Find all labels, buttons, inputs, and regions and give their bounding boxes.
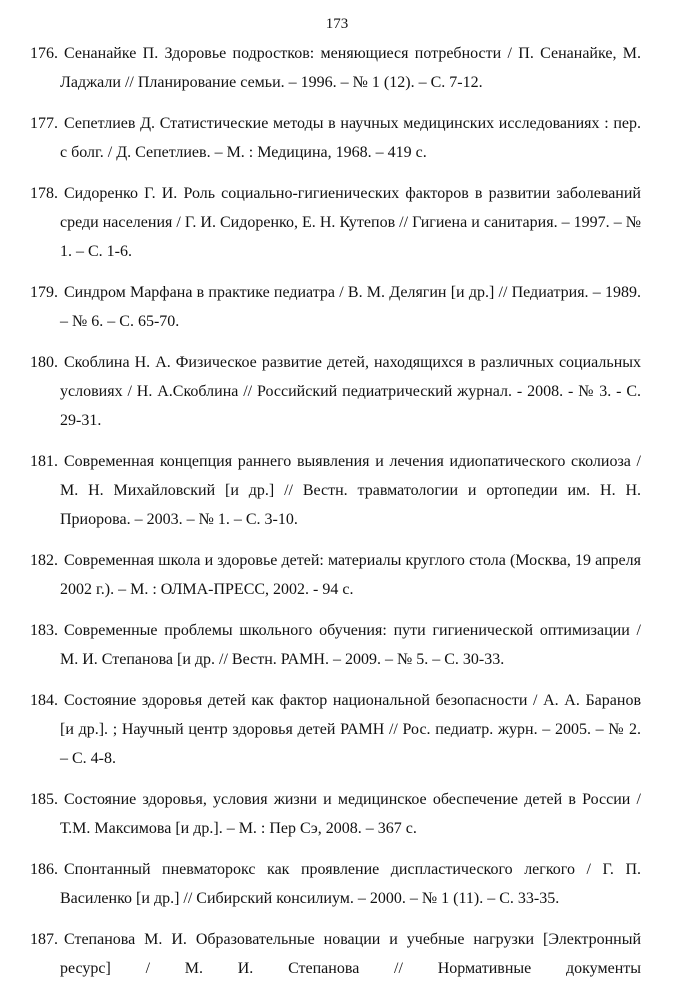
reference-number: 181.: [30, 453, 58, 470]
reference-text: Современная концепция раннего выявления и лечения идиопатического сколиоза / М. Н. Михайловский [и др.] // Вестн. травматологии и ортопедии им. Н. Н. Приорова. – 2003. – № 1. – С. 3-10.: [60, 453, 641, 528]
reference-text: Современная школа и здоровье детей: материалы круглого стола (Москва, 19 апреля 2002 г.). – М. : ОЛМА-ПРЕСС, 2002. - 94 с.: [60, 552, 641, 598]
reference-text: Скоблина Н. А. Физическое развитие детей, находящихся в различных социальных условиях / Н. А.Скоблина // Российский педиатрический журнал. - 2008. - № 3. - С. 29-31.: [60, 354, 641, 429]
reference-number: 179.: [30, 284, 58, 301]
reference-number: 177.: [30, 115, 58, 132]
reference-text: Состояние здоровья, условия жизни и медицинское обеспечение детей в России / Т.М. Максимова [и др.]. – М. : Пер Сэ, 2008. – 367 с.: [60, 791, 641, 837]
reference-item-185: [30, 785, 641, 843]
reference-item-177: [30, 109, 641, 167]
reference-item-183: [30, 616, 641, 674]
reference-item-184: [30, 686, 641, 773]
reference-text: Сепетлиев Д. Статистические методы в научных медицинских исследованиях : пер. с болг. / Д. Сепетлиев. – М. : Медицина, 1968. – 419 с.: [60, 115, 641, 161]
reference-item-186: [30, 855, 641, 913]
reference-number: 176.: [30, 45, 58, 62]
reference-text: Состояние здоровья детей как фактор национальной безопасности / А. А. Баранов [и др.]. ; Научный центр здоровья детей РАМН // Рос. педиатр. журн. – 2005. – № 2. – С. 4-8.: [60, 692, 641, 767]
reference-number: 182.: [30, 552, 58, 569]
reference-text: Степанова М. И. Образовательные новации и учебные нагрузки [Электронный ресурс] / М. И. Степанова // Нормативные документы: [60, 931, 641, 977]
reference-number: 183.: [30, 622, 58, 639]
reference-number: 186.: [30, 861, 58, 878]
reference-item-180: [30, 348, 641, 435]
reference-number: 185.: [30, 791, 58, 808]
reference-text: Сидоренко Г. И. Роль социально-гигиенических факторов в развитии заболеваний среди населения / Г. И. Сидоренко, Е. Н. Кутепов // Гигиена и санитария. – 1997. – № 1. – С. 1-6.: [60, 185, 641, 260]
reference-item-178: [30, 179, 641, 266]
reference-item-181: [30, 447, 641, 534]
reference-text: Синдром Марфана в практике педиатра / В. М. Делягин [и др.] // Педиатрия. – 1989. – № 6. – С. 65-70.: [60, 284, 641, 330]
reference-text: Спонтанный пневматорокс как проявление диспластического легкого / Г. П. Василенко [и др.] // Сибирский консилиум. – 2000. – № 1 (11). – С. 33-35.: [60, 861, 641, 907]
reference-item-187: [30, 925, 641, 983]
reference-number: 187.: [30, 931, 58, 948]
reference-number: 180.: [30, 354, 58, 371]
reference-number: 178.: [30, 185, 58, 202]
reference-item-176: [30, 39, 641, 97]
reference-item-182: [30, 546, 641, 604]
reference-text: Сенанайке П. Здоровье подростков: меняющиеся потребности / П. Сенанайке, М. Ладжали // Планирование семьи. – 1996. – № 1 (12). – С. 7-12.: [60, 45, 641, 91]
reference-list: [30, 39, 641, 995]
reference-number: 184.: [30, 692, 58, 709]
reference-item-179: [30, 278, 641, 336]
page-number: 173: [325, 16, 349, 32]
reference-text: Современные проблемы школьного обучения: пути гигиенической оптимизации / М. И. Степанова [и др. // Вестн. РАМН. – 2009. – № 5. – С. 30-33.: [60, 622, 641, 668]
